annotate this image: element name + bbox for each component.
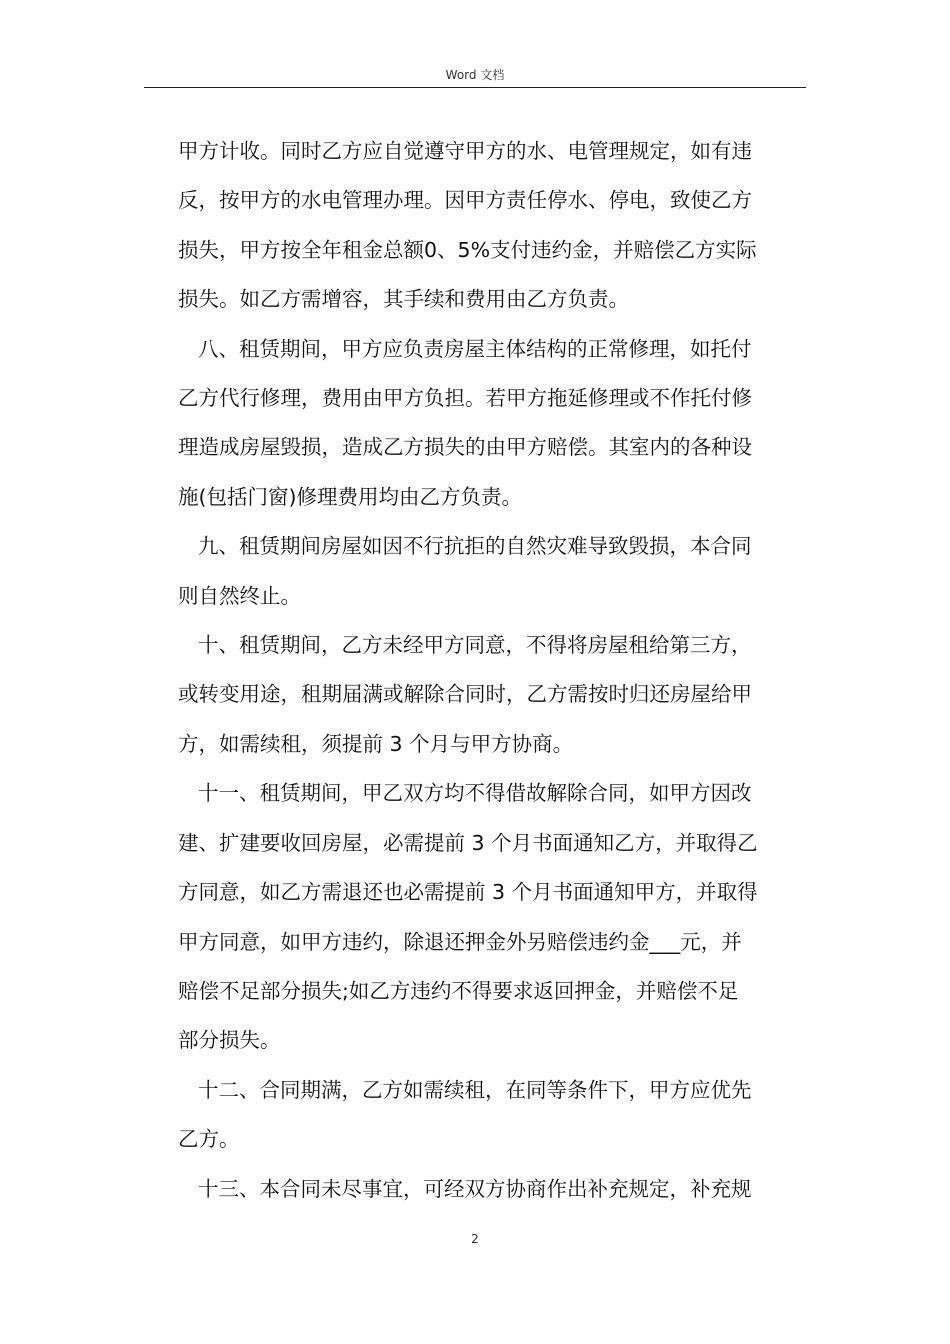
body-line-7: 理造成房屋毁损，造成乙方损失的由甲方赔偿。其室内的各种设 [178,435,752,460]
document-body [178,127,806,1214]
body-line-13: 方，如需续租，须提前 3 个月与甲方协商。 [178,731,574,756]
body-line-14: 十一、租赁期间，甲乙双方均不得借故解除合同，如甲方因改 [198,781,752,806]
body-line-5: 八、租赁期间，甲方应负责房屋主体结构的正常修理，如托付 [198,336,752,361]
body-line-19: 部分损失。 [178,1028,281,1053]
body-line-3: 损失，甲方按全年租金总额0、5%支付违约金，并赔偿乙方实际 [178,237,757,262]
page-number: 2 [471,1232,479,1246]
body-line-8: 施(包括门窗)修理费用均由乙方负责。 [178,484,522,509]
body-line-20: 十二、合同期满，乙方如需续租，在同等条件下，甲方应优先 [198,1077,752,1102]
body-line-1: 甲方计收。同时乙方应自觉遵守甲方的水、电管理规定，如有违 [178,139,752,163]
body-line-21: 乙方。 [178,1127,240,1152]
page-header: Word 文档 [445,68,505,82]
body-line-22: 十三、本合同未尽事宜，可经双方协商作出补充规定，补充规 [198,1176,752,1201]
body-line-6: 乙方代行修理，费用由甲方负担。若甲方拖延修理或不作托付修 [178,386,752,411]
body-line-17: 甲方同意，如甲方违约，除退还押金外另赔偿违约金___元，并 [178,929,742,954]
body-line-11: 十、租赁期间，乙方未经甲方同意，不得将房屋租给第三方， [198,633,752,658]
header-divider [144,87,806,88]
body-line-10: 则自然终止。 [178,583,301,608]
body-line-18: 赔偿不足部分损失;如乙方违约不得要求返回押金，并赔偿不足 [178,978,739,1003]
body-line-12: 或转变用途，租期届满或解除合同时，乙方需按时归还房屋给甲 [178,682,752,707]
body-line-2: 反，按甲方的水电管理办理。因甲方责任停水、停电，致使乙方 [178,188,752,213]
body-line-15: 建、扩建要收回房屋，必需提前 3 个月书面通知乙方，并取得乙 [178,830,758,855]
body-line-16: 方同意，如乙方需退还也必需提前 3 个月书面通知甲方，并取得 [178,880,758,905]
body-line-4: 损失。如乙方需增容，其手续和费用由乙方负责。 [178,287,629,312]
body-line-9: 九、租赁期间房屋如因不行抗拒的自然灾难导致毁损，本合同 [198,534,752,559]
